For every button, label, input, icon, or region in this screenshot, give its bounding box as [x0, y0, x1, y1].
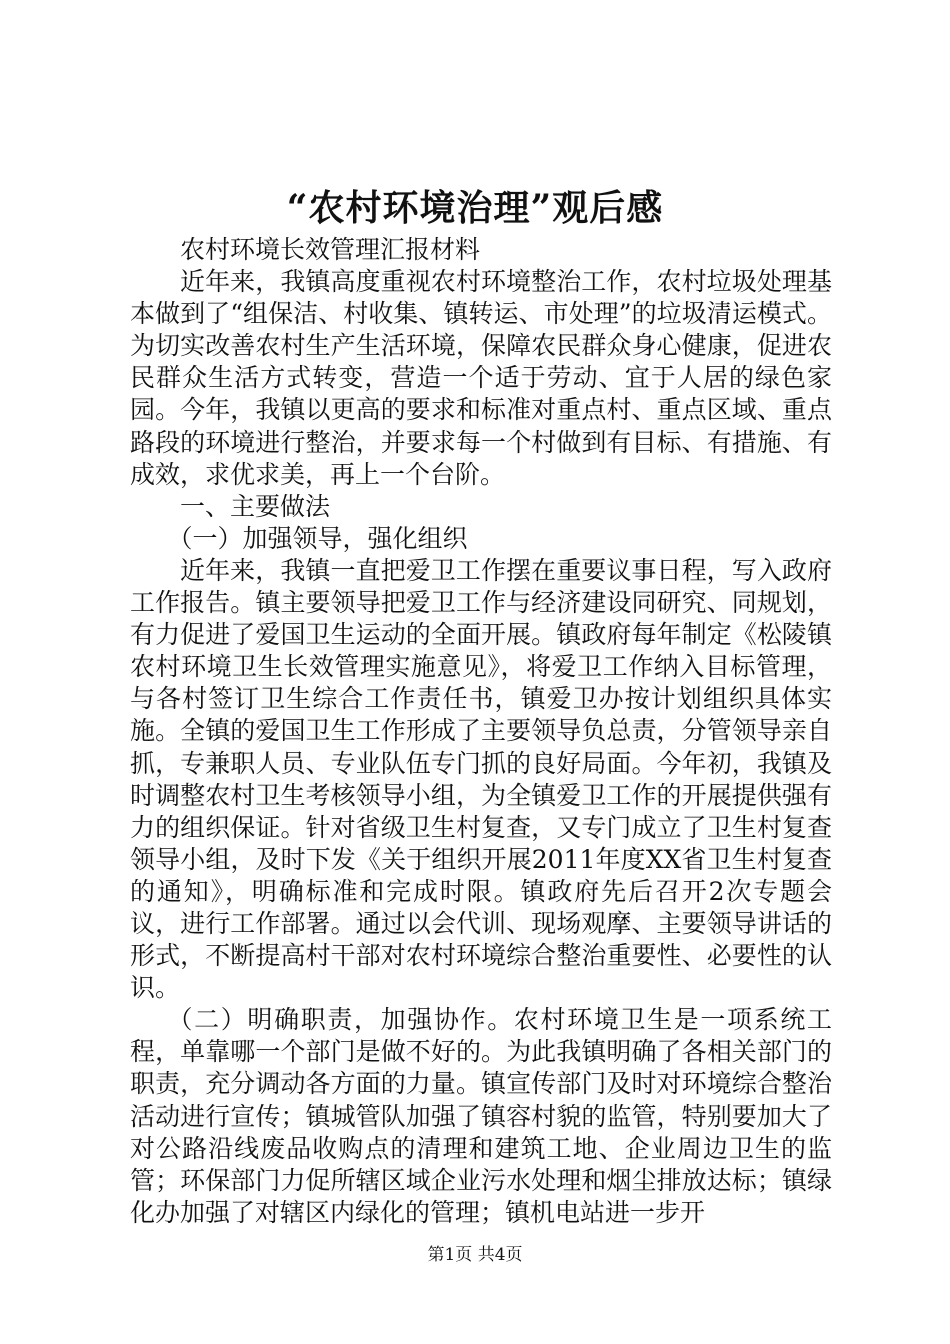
document-title: “农村环境治理”观后感 — [286, 187, 664, 229]
document-body — [130, 234, 832, 1229]
paragraph-intro: 近年来，我镇高度重视农村环境整治工作，农村垃圾处理基本做到了“组保洁、村收集、镇转运、市处理”的垃圾清运模式。为切实改善农村生产生活环境，保障农民群众身心健康，促进农民群众生活方式转变，营造一个适于劳动、宜于人居的绿色家园。今年，我镇以更高的要求和标准对重点村、重点区域、重点路段的环境进行整治，并要求每一个村做到有目标、有措施、有成效，求优求美，再上一个台阶。 — [130, 267, 832, 489]
section-heading: 一、主要做法 — [180, 491, 331, 521]
paragraph-responsibilities: （二）明确职责，加强协作。农村环境卫生是一项系统工程，单靠哪一个部门是做不好的。为此我镇明确了各相关部门的职责，充分调动各方面的力量。镇宣传部门及时对环境综合整治活动进行宣传；镇城管队加强了镇容村貌的监管，特别要加大了对公路沿线废品收购点的清理和建筑工地、企业周边卫生的监管；环保部门力促所辖区域企业污水处理和烟尘排放达标；镇绿化办加强了对辖区内绿化的管理；镇机电站进一步开 — [130, 1005, 832, 1227]
paragraph-subtitle: 农村环境长效管理汇报材料 — [180, 235, 481, 264]
subsection-heading: （一）加强领导，强化组织 — [167, 523, 468, 553]
page-number-footer: 第1页 共4页 — [427, 1245, 523, 1265]
paragraph-leadership: 近年来，我镇一直把爱卫工作摆在重要议事日程，写入政府工作报告。镇主要领导把爱卫工作与经济建设同研究、同规划，有力促进了爱国卫生运动的全面开展。镇政府每年制定《松陵镇农村环境卫生长效管理实施意见》，将爱卫工作纳入目标管理，与各村签订卫生综合工作责任书，镇爱卫办按计划组织具体实施。全镇的爱国卫生工作形成了主要领导负总责，分管领导亲自抓，专兼职人员、专业队伍专门抓的良好局面。今年初，我镇及时调整农村卫生考核领导小组，为全镇爱卫工作的开展提供强有力的组织保证。针对省级卫生村复查，又专门成立了卫生村复查领导小组，及时下发《关于组织开展2011年度XX省卫生村复查的通知》，明确标准和完成时限。镇政府先后召开2次专题会议，进行工作部署。通过以会代训、现场观摩、主要领导讲话的形式，不断提高村干部对农村环境综合整治重要性、必要性的认识。 — [130, 555, 832, 1003]
